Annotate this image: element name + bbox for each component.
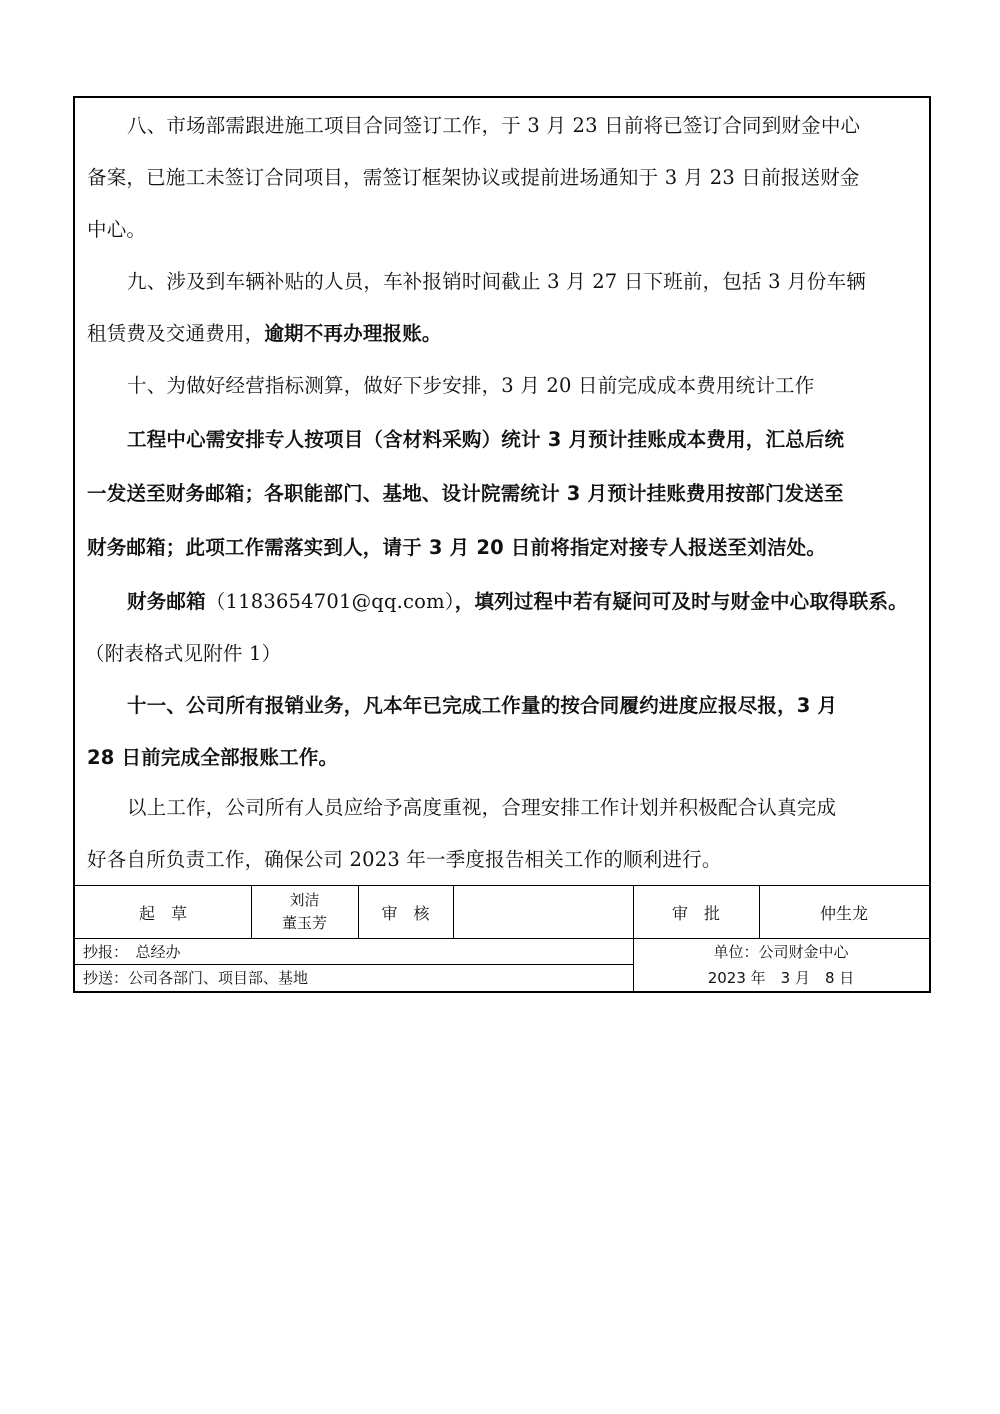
document-frame xyxy=(73,96,931,993)
para-8-line-2: 备案，已施工未签订合同项目，需签订框架协议或提前进场通知于 3 月 23 日前报送财金 xyxy=(87,166,860,189)
issuing-unit: 单位：公司财金中心 xyxy=(713,942,849,961)
email-line xyxy=(127,586,908,614)
review-value xyxy=(453,886,633,938)
approval-table xyxy=(75,885,929,991)
closing-line-1: 以上工作，公司所有人员应给予高度重视，合理安排工作计划并积极配合认真完成 xyxy=(127,796,837,819)
drafter-1: 刘洁 xyxy=(289,891,320,909)
closing-line-2: 好各自所负责工作，确保公司 2023 年一季度报告相关工作的顺利进行。 xyxy=(87,848,722,871)
para-10-bold-line-2: 一发送至财务邮箱；各职能部门、基地、设计院需统计 3 月预计挂账费用按部门发送至 xyxy=(87,482,844,505)
para-9-line-1: 九、涉及到车辆补贴的人员，车补报销时间截止 3 月 27 日下班前，包括 3 月份车辆 xyxy=(127,270,866,293)
para-11-line-2: 28 日前完成全部报账工作。 xyxy=(87,746,339,769)
report-to: 抄报： 总经办 xyxy=(83,942,181,961)
para-10-bold-line-1: 工程中心需安排专人按项目（含材料采购）统计 3 月预计挂账成本费用，汇总后统 xyxy=(127,428,845,451)
copy-to: 抄送：公司各部门、项目部、基地 xyxy=(83,968,309,987)
document-body xyxy=(75,98,929,885)
email-label: 财务邮箱 xyxy=(127,590,206,613)
para-10-bold-line-3: 财务邮箱；此项工作需落实到人，请于 3 月 20 日前将指定对接专人报送至刘洁处。 xyxy=(87,536,827,559)
attachment-note: （附表格式见附件 1） xyxy=(85,642,282,665)
email-address: （1183654701@qq.com） xyxy=(205,590,455,613)
para-9-normal-text: 租赁费及交通费用， xyxy=(87,322,265,345)
approve-label: 审 批 xyxy=(671,903,720,923)
para-8-line-1: 八、市场部需跟进施工项目合同签订工作，于 3 月 23 日前将已签订合同到财金中心 xyxy=(127,114,861,137)
email-note: ，填列过程中若有疑问可及时与财金中心取得联系。 xyxy=(454,590,908,613)
drafters xyxy=(251,886,358,938)
para-10-line-1: 十、为做好经营指标测算，做好下步安排，3 月 20 日前完成成本费用统计工作 xyxy=(127,374,815,397)
para-11-line-1: 十一、公司所有报销业务，凡本年已完成工作量的按合同履约进度应报尽报，3 月 xyxy=(127,694,838,717)
draft-label: 起 草 xyxy=(138,903,187,923)
drafter-2: 董玉芳 xyxy=(281,914,327,932)
approver: 仲生龙 xyxy=(819,903,868,923)
review-label: 审 核 xyxy=(381,903,430,923)
para-9-bold-text: 逾期不再办理报账。 xyxy=(264,322,442,345)
issue-date: 2023 年 3 月 8 日 xyxy=(707,968,855,987)
para-8-line-3: 中心。 xyxy=(87,218,147,241)
para-9-line-2 xyxy=(87,318,442,346)
